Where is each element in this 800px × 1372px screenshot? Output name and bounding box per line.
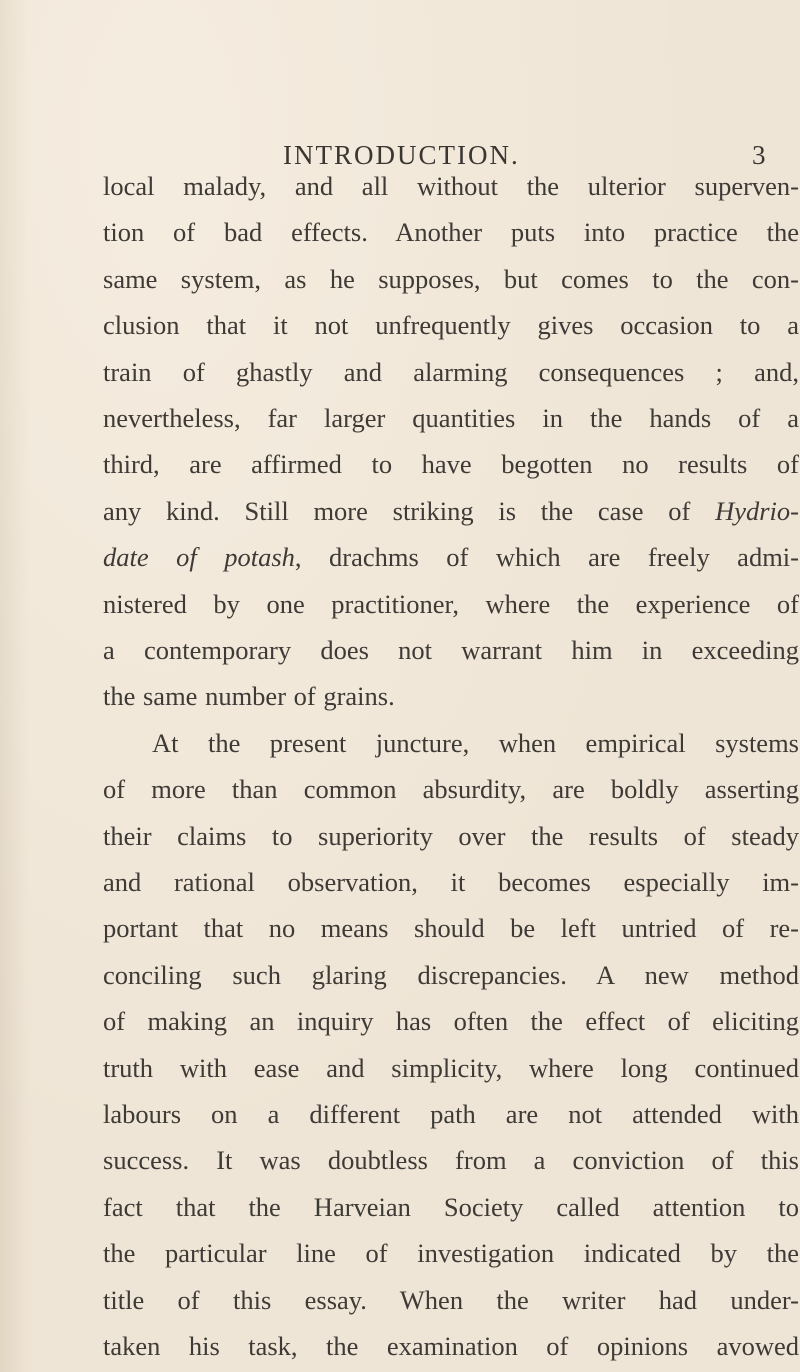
italic-term: date of potash [103,542,295,573]
text-line: a contemporary does not warrant him in exceeding [103,635,799,665]
running-head: INTRODUCTION. [283,140,520,170]
text-line: conciling such glaring discrepancies. A new method [103,959,799,990]
text-line: the same number of grains. [103,681,395,712]
text-line: of more than common absurdity, are boldly asserting [103,774,799,805]
text-line: train of ghastly and alarming consequences ; and, [103,356,799,387]
text-line: clusion that it not unfrequently gives occasion to a [103,310,799,341]
text-line: tion of bad effects. Another puts into practice the [103,217,799,248]
text-line: portant that no means should be left untried of re- [103,913,799,944]
text-line: any kind. Still more striking is the case of Hydrio- [103,495,799,526]
text-line: At the present juncture, when empirical systems [152,727,799,758]
text-line: title of this essay. When the writer had under- [103,1284,799,1315]
text-line: the particular line of investigation indicated by the [103,1238,799,1269]
italic-term: Hydrio- [715,495,799,526]
text-line: local malady, and all without the ulterior superven- [103,171,799,201]
text-line: and rational observation, it becomes especially im- [103,867,799,897]
text-line: taken his task, the examination of opinions avowed [103,1331,799,1361]
text-line: labours on a different path are not attended with [103,1099,799,1129]
page-number: 3 [752,140,766,170]
text-line: date of potash, drachms of which are freely admi- [103,542,799,573]
text-line: fact that the Harveian Society called attention to [103,1191,799,1222]
text-line: of making an inquiry has often the effect of eliciting [103,1006,799,1037]
text-line: truth with ease and simplicity, where long continued [103,1052,799,1083]
text-line: their claims to superiority over the results of steady [103,820,799,851]
text-line: nevertheless, far larger quantities in the hands of a [103,403,799,433]
text-line: success. It was doubtless from a conviction of this [103,1145,799,1176]
text-line: same system, as he supposes, but comes to the con- [103,263,799,294]
text-line: third, are affirmed to have begotten no results of [103,449,799,480]
text-line: nistered by one practitioner, where the experience of [103,588,799,619]
